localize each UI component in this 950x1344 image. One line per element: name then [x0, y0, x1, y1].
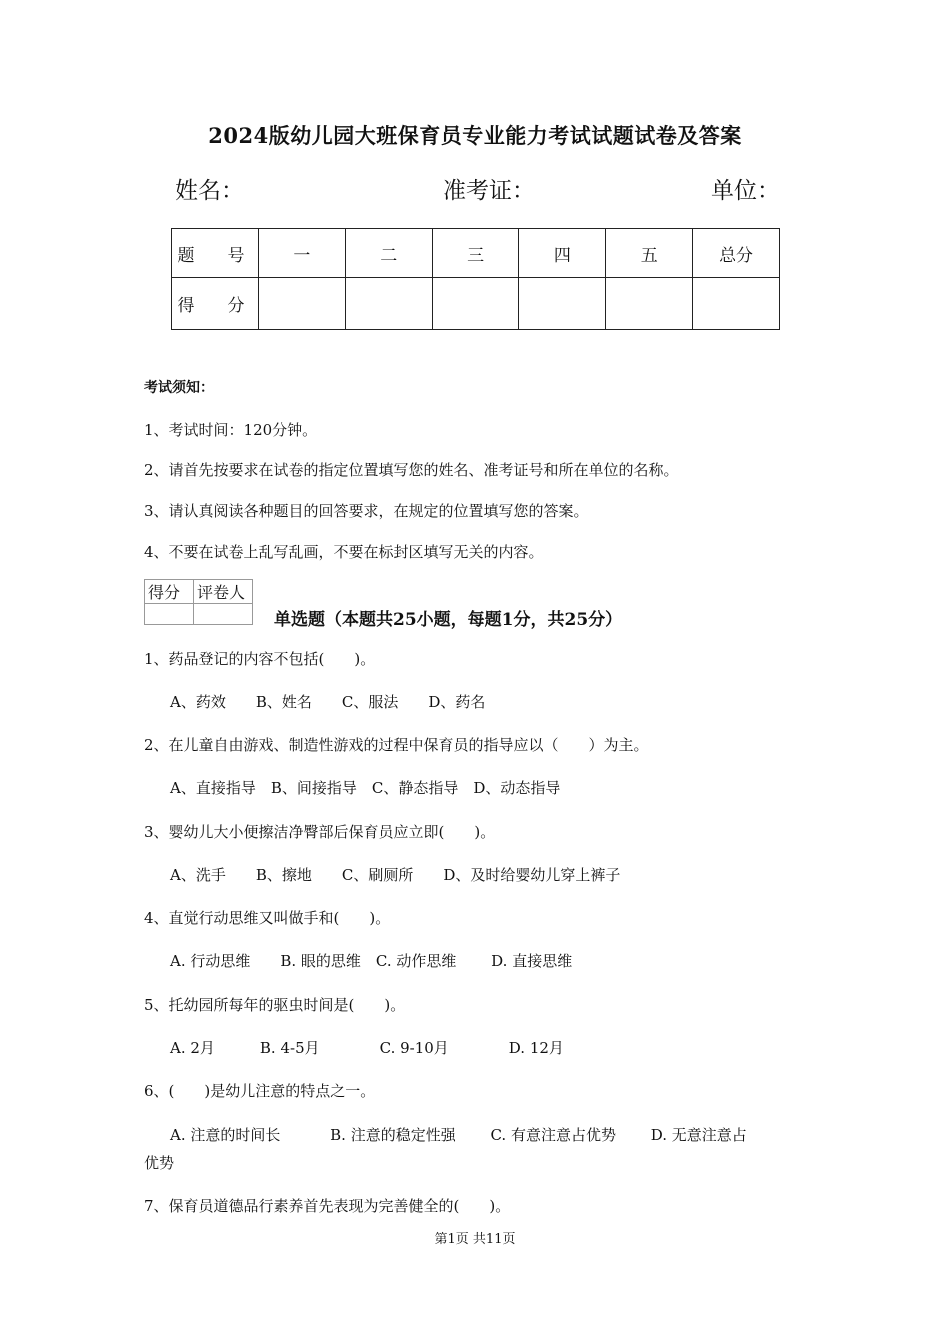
score-input-cell[interactable]: [259, 278, 346, 330]
score-table-cell: 五: [606, 229, 693, 278]
grader-table-grader-label: 评卷人: [194, 580, 253, 604]
grader-name-cell[interactable]: [194, 604, 253, 625]
question-5-options: A. 2月 B. 4-5月 C. 9-10月 D. 12月: [170, 1039, 564, 1057]
question-5: 5、托幼园所每年的驱虫时间是( )。: [144, 996, 406, 1014]
score-input-cell[interactable]: [345, 278, 432, 330]
page-footer: 第1页 共11页: [434, 1232, 516, 1247]
question-6-options-continued: 优势: [144, 1154, 175, 1172]
notice-item: 4、不要在试卷上乱写乱画，不要在标封区填写无关的内容。: [144, 543, 544, 561]
question-2-options: A、直接指导 B、间接指导 C、静态指导 D、动态指导: [170, 779, 561, 797]
score-table-score-row: [172, 278, 780, 330]
score-input-cell[interactable]: [432, 278, 519, 330]
notice-heading: 考试须知：: [144, 380, 214, 396]
score-table-cell: 题 号: [172, 229, 259, 278]
grader-table: [144, 579, 253, 625]
exam-number-label: 准考证：: [443, 178, 535, 204]
unit-label: 单位：: [711, 178, 780, 204]
name-label: 姓名：: [175, 178, 244, 204]
score-input-cell[interactable]: [519, 278, 606, 330]
question-6-options: A. 注意的时间长 B. 注意的稳定性强 C. 有意注意占优势 D. 无意注意占: [170, 1126, 747, 1144]
page-title: 2024版幼儿园大班保育员专业能力考试试题试卷及答案: [208, 123, 742, 148]
score-table-cell: 二: [345, 229, 432, 278]
score-table-cell: 一: [259, 229, 346, 278]
grader-score-cell[interactable]: [145, 604, 194, 625]
question-3-options: A、洗手 B、擦地 C、刷厕所 D、及时给婴幼儿穿上裤子: [170, 866, 621, 884]
question-1: 1、药品登记的内容不包括( )。: [144, 650, 376, 668]
score-input-cell[interactable]: [606, 278, 693, 330]
score-input-cell[interactable]: [693, 278, 780, 330]
notice-item: 2、请首先按要求在试卷的指定位置填写您的姓名、准考证号和所在单位的名称。: [144, 461, 679, 479]
question-4-options: A. 行动思维 B. 眼的思维 C. 动作思维 D. 直接思维: [170, 952, 573, 970]
notice-item: 1、考试时间：120分钟。: [144, 421, 318, 439]
grader-table-score-label: 得分: [145, 580, 194, 604]
score-table-cell: 三: [432, 229, 519, 278]
score-table: [171, 228, 780, 330]
score-table-header-row: [172, 229, 780, 278]
score-table-cell: 得 分: [172, 278, 259, 330]
question-7: 7、保育员道德品行素养首先表现为完善健全的( )。: [144, 1197, 511, 1215]
question-1-options: A、药效 B、姓名 C、服法 D、药名: [170, 693, 486, 711]
question-2: 2、在儿童自由游戏、制造性游戏的过程中保育员的指导应以（ ）为主。: [144, 736, 649, 754]
score-table-cell: 四: [519, 229, 606, 278]
question-3: 3、婴幼儿大小便擦洁净臀部后保育员应立即( )。: [144, 823, 496, 841]
section-title: 单选题（本题共25小题，每题1分，共25分）: [274, 610, 623, 630]
question-4: 4、直觉行动思维又叫做手和( )。: [144, 909, 391, 927]
notice-item: 3、请认真阅读各种题目的回答要求，在规定的位置填写您的答案。: [144, 502, 589, 520]
question-6: 6、( )是幼儿注意的特点之一。: [144, 1082, 376, 1100]
score-table-cell: 总分: [693, 229, 780, 278]
